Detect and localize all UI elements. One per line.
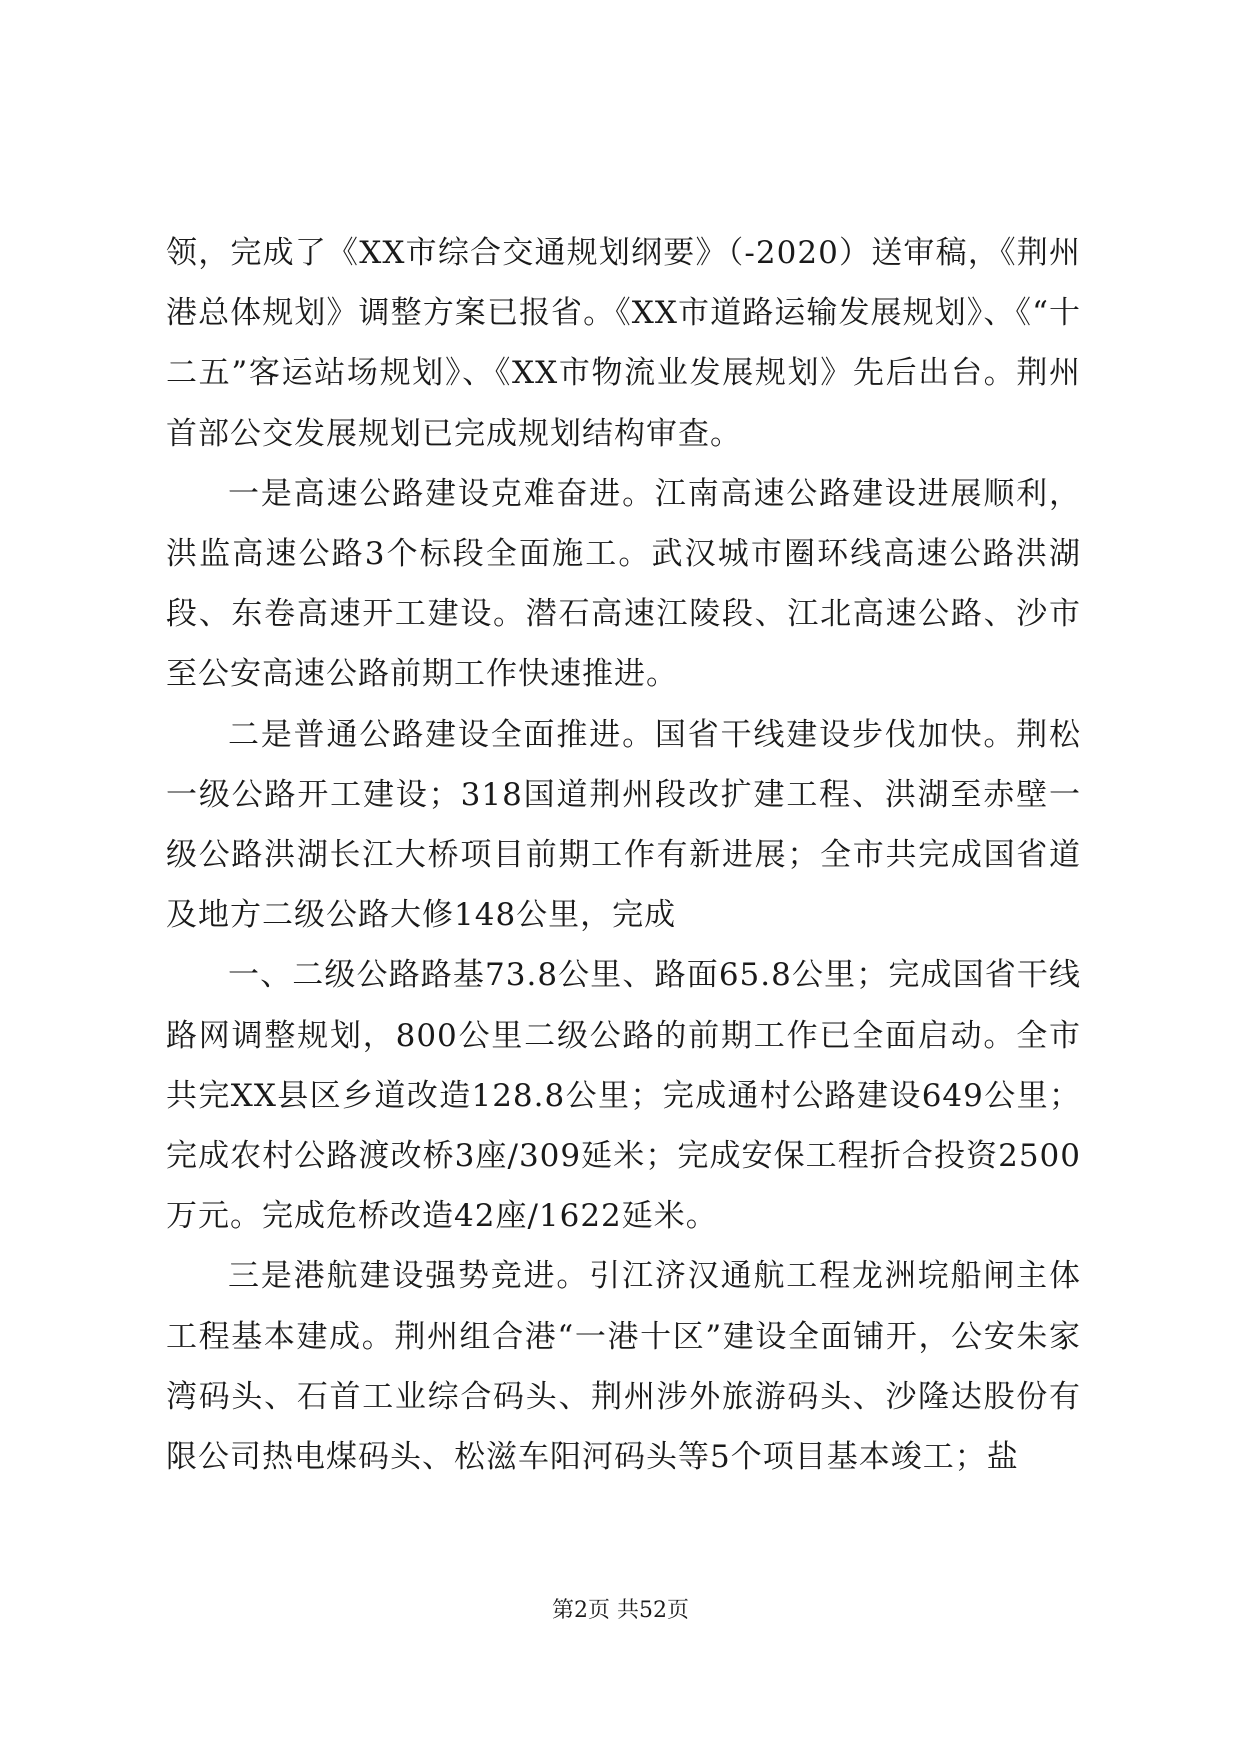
- page-number-footer: 第2页 共52页: [552, 1598, 689, 1623]
- paragraph-road-statistics: 一、二级公路路基73.8公里、路面65.8公里；完成国省干线路网调整规划，800公里二级公路的前期工作已全面启动。全市共完XX县区乡道改造128.8公里；完成通村公路建设649公里；完成农村公路渡改桥3座/309延米；完成安保工程折合投资2500万元。完成危桥改造42座/1622延米。: [166, 957, 1081, 1235]
- paragraph-intro-continued: 领，完成了《XX市综合交通规划纲要》（-2020）送审稿，《荆州港总体规划》调整方案已报省。《XX市道路运输发展规划》、《“十二五”客运站场规划》、《XX市物流业发展规划》先后出台。荆州首部公交发展规划已完成规划结构审查。: [166, 235, 1081, 452]
- paragraph-highway-construction: 一是高速公路建设克难奋进。江南高速公路建设进展顺利，洪监高速公路3个标段全面施工。武汉城市圈环线高速公路洪湖段、东卷高速开工建设。潜石高速江陵段、江北高速公路、沙市至公安高速公路前期工作快速推进。: [166, 475, 1081, 693]
- paragraph-ordinary-road-construction: 二是普通公路建设全面推进。国省干线建设步伐加快。荆松一级公路开工建设；318国道荆州段改扩建工程、洪湖至赤壁一级公路洪湖长江大桥项目前期工作有新进展；全市共完成国省道及地方二级公路大修148公里，完成: [166, 716, 1081, 934]
- body-text: [166, 223, 1081, 1487]
- paragraph-port-construction: 三是港航建设强势竞进。引江济汉通航工程龙洲垸船闸主体工程基本建成。荆州组合港“一港十区”建设全面铺开，公安朱家湾码头、石首工业综合码头、荆州涉外旅游码头、沙隆达股份有限公司热电煤码头、松滋车阳河码头等5个项目基本竣工；盐: [166, 1258, 1081, 1476]
